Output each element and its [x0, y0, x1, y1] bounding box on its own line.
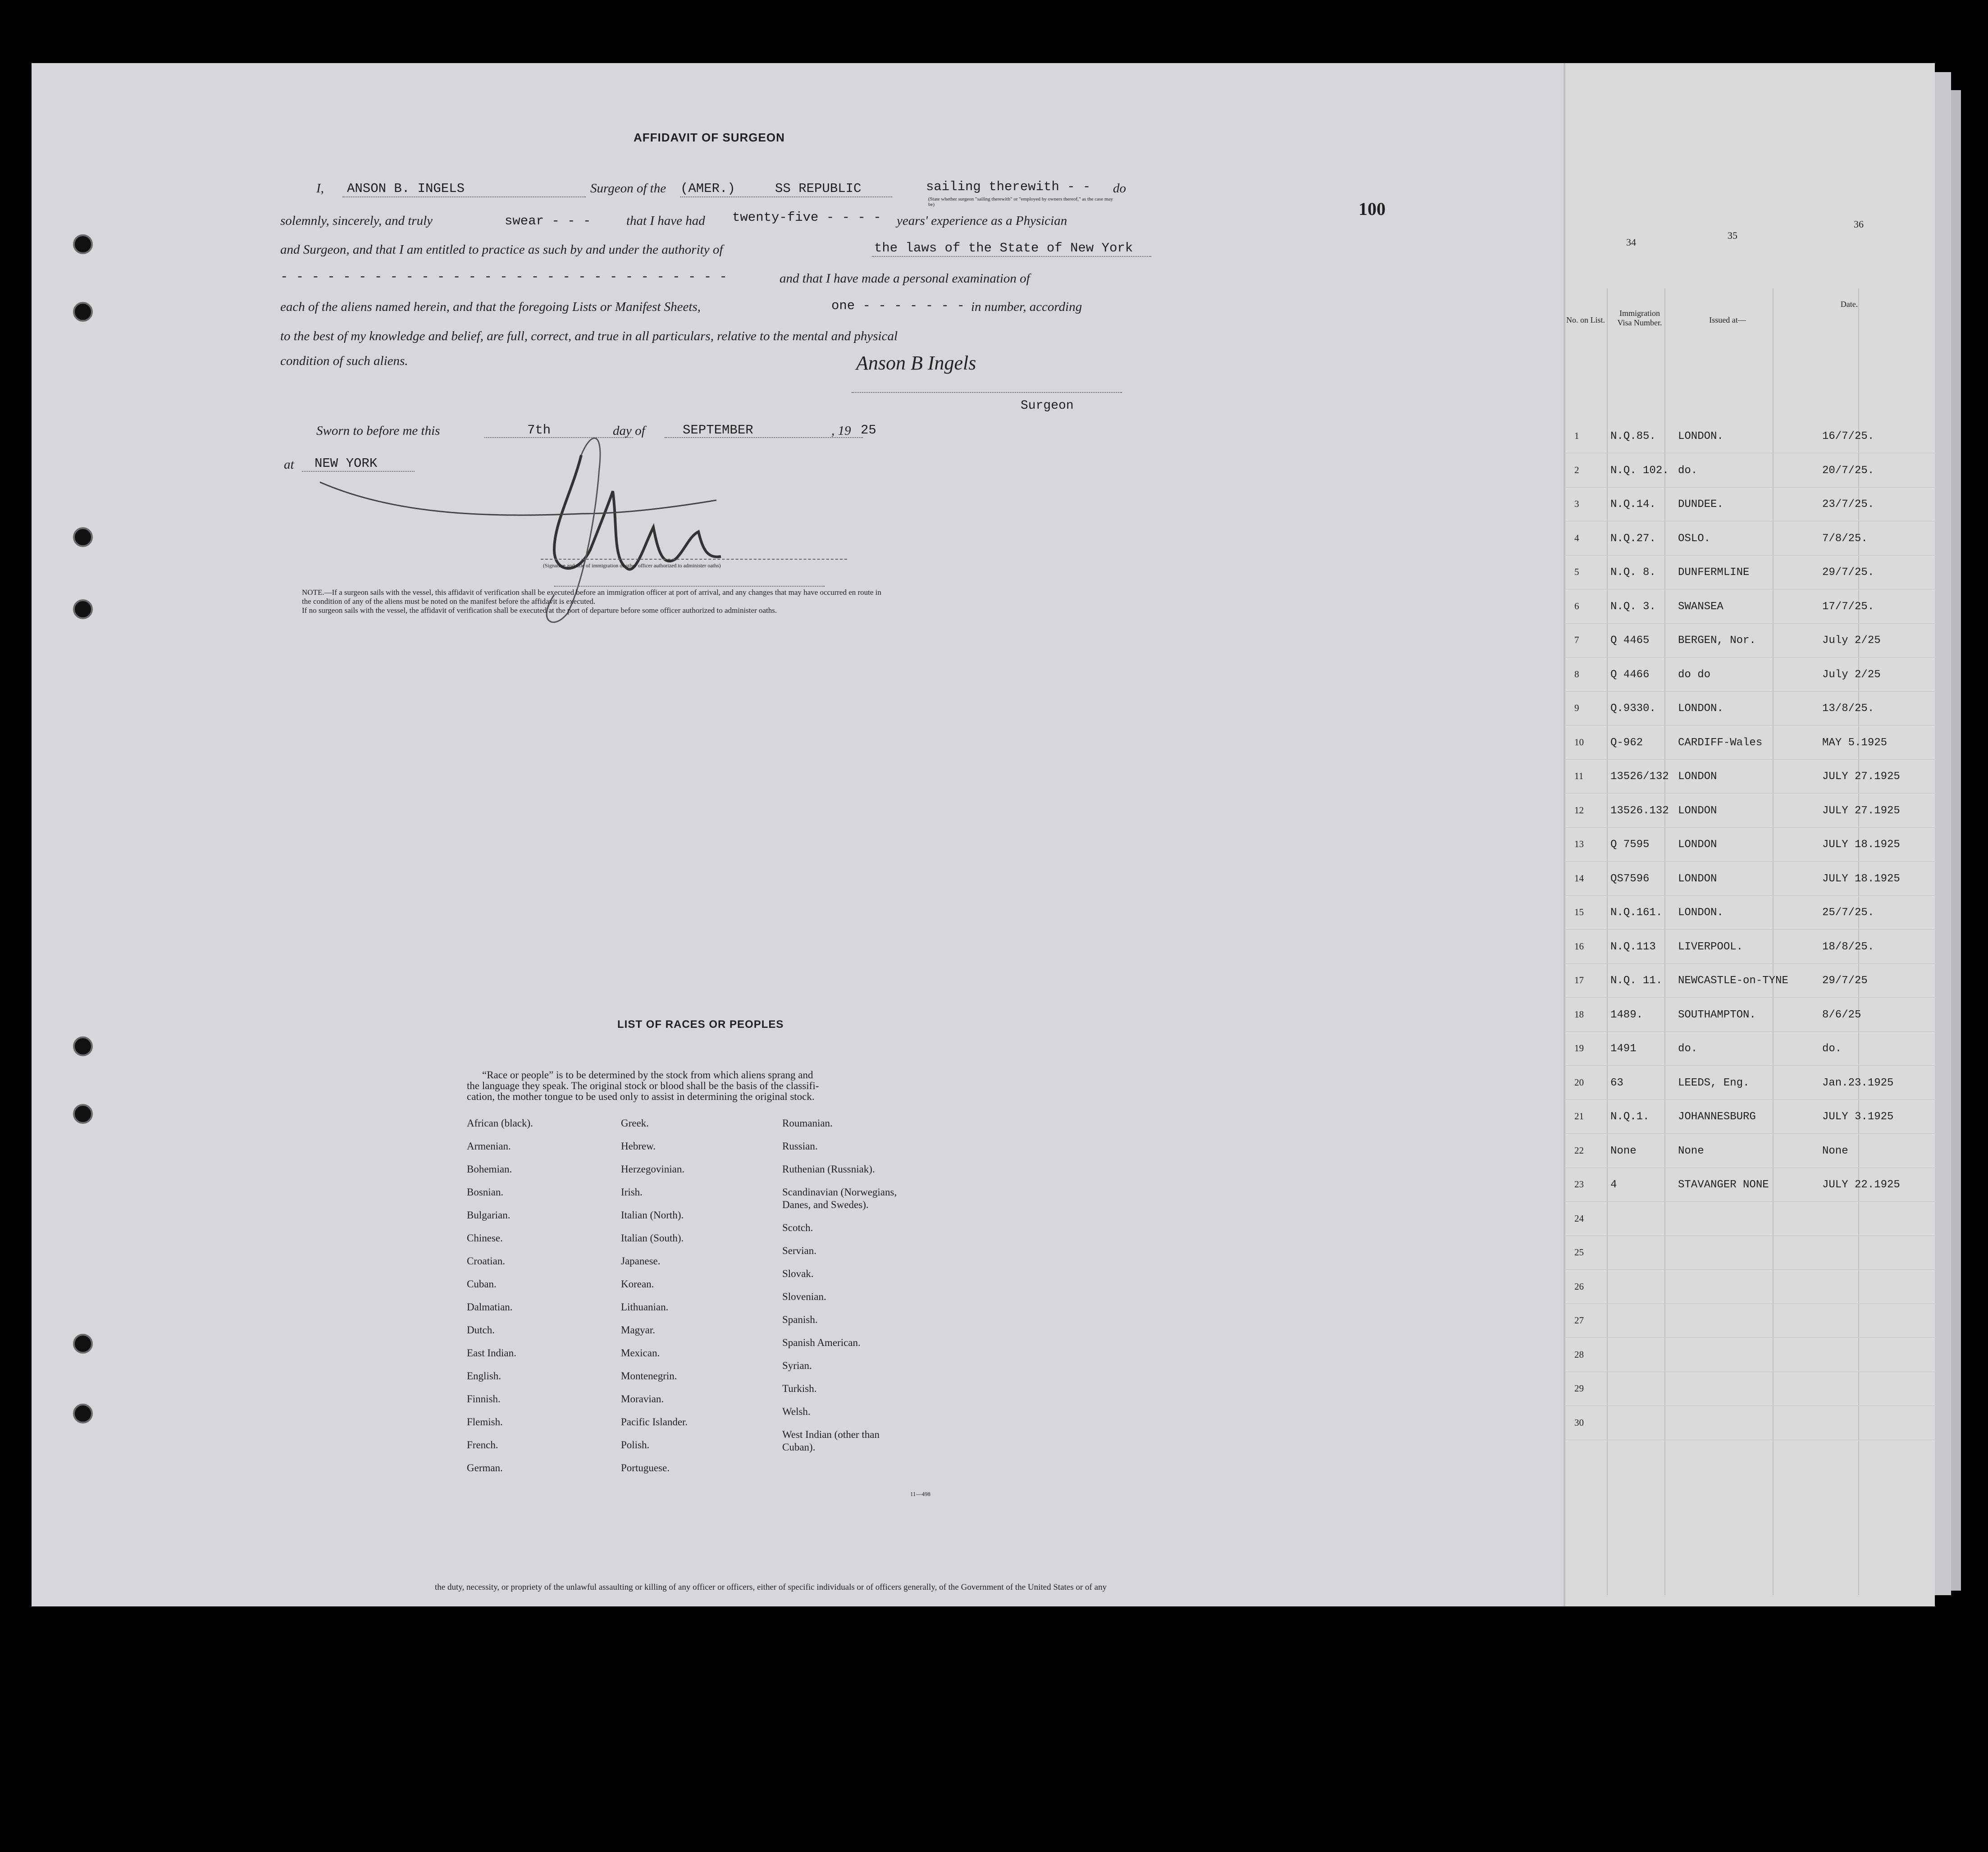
header-issued-at: Issued at—: [1709, 315, 1746, 324]
visa-number: None: [1610, 1145, 1637, 1157]
text-solemnly: solemnly, sincerely, and truly: [280, 214, 433, 228]
manifest-row-number: 5: [1574, 566, 1579, 577]
manifest-row-number: 2: [1574, 464, 1579, 475]
issued-place: SWANSEA: [1678, 600, 1724, 613]
officer-note: (Signature and title of immigration or other officer authorized to administer oaths): [543, 562, 721, 569]
manifest-row-number: 12: [1574, 804, 1584, 816]
issue-date: JULY 27.1925: [1822, 804, 1900, 817]
manifest-row-number: 26: [1574, 1281, 1584, 1292]
issue-date: do.: [1822, 1043, 1842, 1055]
issue-date: July 2/25: [1822, 634, 1881, 647]
race-item: Turkish.: [782, 1383, 817, 1394]
race-item: Bosnian.: [467, 1186, 504, 1198]
ship-name: SS REPUBLIC: [775, 181, 862, 196]
issue-date: JULY 18.1925: [1822, 872, 1900, 885]
issue-date: 20/7/25.: [1822, 464, 1874, 477]
punch-hole: [73, 302, 93, 322]
race-item: French.: [467, 1439, 498, 1451]
race-item: Finnish.: [467, 1393, 501, 1405]
text-each: each of the aliens named herein, and that the foregoing Lists or Manifest Sheets,: [280, 300, 701, 314]
race-item: Japanese.: [621, 1255, 661, 1267]
issue-date: 29/7/25.: [1822, 566, 1874, 579]
race-item: Danes, and Swedes).: [782, 1199, 869, 1210]
issued-place: NEWCASTLE-on-TYNE: [1678, 975, 1788, 987]
issue-date: JULY 27.1925: [1822, 771, 1900, 783]
races-intro-1: “Race or people” is to be determined by the stock from which aliens sprang and: [482, 1069, 813, 1081]
race-item: East Indian.: [467, 1347, 516, 1359]
race-item: Armenian.: [467, 1140, 511, 1152]
manifest-sheet: [1564, 63, 1935, 1606]
manifest-row-number: 22: [1574, 1145, 1584, 1156]
text-year-prefix: , 19: [831, 424, 851, 438]
issued-place: BERGEN, Nor.: [1678, 634, 1756, 647]
manifest-row-number: 3: [1574, 498, 1579, 509]
sailing-status: sailing therewith - -: [926, 179, 1091, 194]
issue-date: JULY 18.1925: [1822, 839, 1900, 851]
issued-place: do do: [1678, 668, 1711, 681]
sworn-month: SEPTEMBER: [683, 423, 753, 438]
issue-date: MAY 5.1925: [1822, 736, 1888, 749]
text-at: at: [284, 457, 294, 472]
race-item: Korean.: [621, 1278, 654, 1290]
text-and-surgeon: and Surgeon, and that I am entitled to practice as such by and under the authority of: [280, 242, 723, 257]
issue-date: 25/7/25.: [1822, 907, 1874, 919]
issue-date: 29/7/25: [1822, 975, 1868, 987]
race-item: Scandinavian (Norwegians,: [782, 1186, 897, 1198]
issued-place: do.: [1678, 1043, 1698, 1055]
issued-place: OSLO.: [1678, 532, 1711, 545]
text-years: years' experience as a Physician: [897, 214, 1067, 228]
race-item: Hebrew.: [621, 1140, 656, 1152]
manifest-row-number: 4: [1574, 532, 1579, 543]
surgeon-label: Surgeon: [1021, 399, 1074, 413]
visa-number: QS7596: [1610, 872, 1650, 885]
issue-date: JULY 3.1925: [1822, 1111, 1894, 1123]
visa-number: N.Q. 102.: [1610, 464, 1669, 477]
race-item: Cuban).: [782, 1441, 816, 1453]
issued-place: LONDON: [1678, 771, 1717, 783]
issued-place: LONDON.: [1678, 430, 1724, 442]
visa-number: 13526.132: [1610, 804, 1669, 817]
visa-number: 1489.: [1610, 1008, 1643, 1021]
manifest-row-number: 10: [1574, 736, 1584, 748]
visa-number: N.Q.1.: [1610, 1111, 1650, 1123]
manifest-row-number: 17: [1574, 975, 1584, 985]
manifest-row-number: 29: [1574, 1383, 1584, 1394]
bottom-text: the duty, necessity, or propriety of the unlawful assaulting or killing of any officer or officers, either of specific individuals or of officers generally, of the Government of the United States or of any: [435, 1583, 1107, 1592]
form-code: 11—498: [910, 1491, 931, 1497]
years-experience: twenty-five - - - -: [732, 210, 881, 225]
manifest-row-number: 19: [1574, 1043, 1584, 1054]
visa-number: 4: [1610, 1179, 1617, 1191]
race-item: Scotch.: [782, 1222, 813, 1233]
text-sworn: Sworn to before me this: [316, 424, 440, 438]
race-item: Welsh.: [782, 1406, 811, 1417]
text-that-i-have-had: that I have had: [626, 214, 705, 228]
oath-word: swear - - -: [505, 214, 591, 228]
issued-place: LIVERPOOL.: [1678, 940, 1743, 953]
text-surgeon-of: Surgeon of the: [590, 181, 666, 196]
sworn-year: 25: [861, 423, 876, 438]
issued-place: CARDIFF-Wales: [1678, 736, 1763, 749]
race-item: English.: [467, 1370, 502, 1382]
race-item: Lithuanian.: [621, 1301, 669, 1313]
race-item: Montenegrin.: [621, 1370, 677, 1382]
races-intro-2: the language they speak. The original stock or blood shall be the basis of the classifi-: [467, 1080, 819, 1091]
issue-date: 13/8/25.: [1822, 702, 1874, 715]
race-item: Pacific Islander.: [621, 1416, 688, 1428]
punch-hole: [73, 1104, 93, 1124]
issued-place: DUNDEE.: [1678, 498, 1724, 511]
manifest-row-number: 20: [1574, 1077, 1584, 1088]
column-number: 36: [1854, 219, 1864, 230]
race-item: Polish.: [621, 1439, 650, 1451]
race-item: Bulgarian.: [467, 1209, 511, 1221]
text-i: I,: [316, 181, 324, 196]
issue-date: Jan.23.1925: [1822, 1077, 1894, 1089]
race-item: African (black).: [467, 1118, 533, 1129]
race-item: Slovenian.: [782, 1291, 826, 1302]
issue-date: None: [1822, 1145, 1848, 1157]
issued-place: do.: [1678, 464, 1698, 477]
visa-number: Q.9330.: [1610, 702, 1656, 715]
races-title: LIST OF RACES OR PEOPLES: [617, 1018, 784, 1031]
sheets-count: one - - - - - - -: [831, 298, 965, 313]
issued-place: LONDON: [1678, 839, 1717, 851]
punch-hole: [73, 1036, 93, 1056]
punch-hole: [73, 599, 93, 619]
race-item: Irish.: [621, 1186, 643, 1198]
manifest-row-number: 14: [1574, 872, 1584, 884]
visa-number: Q 4466: [1610, 668, 1650, 681]
race-item: Chinese.: [467, 1232, 503, 1244]
text-in-number: in number, according: [971, 300, 1082, 314]
manifest-row-number: 30: [1574, 1417, 1584, 1428]
manifest-row-number: 1: [1574, 430, 1579, 441]
visa-number: 13526/132: [1610, 771, 1669, 783]
races-intro-3: cation, the mother tongue to be used only to assist in determining the original stock.: [467, 1091, 815, 1102]
visa-number: Q-962: [1610, 736, 1643, 749]
issued-place: LEEDS, Eng.: [1678, 1077, 1750, 1089]
visa-number: Q 4465: [1610, 634, 1650, 647]
race-item: Italian (South).: [621, 1232, 684, 1244]
manifest-row-number: 24: [1574, 1213, 1584, 1224]
visa-number: N.Q.161.: [1610, 907, 1663, 919]
race-item: Moravian.: [621, 1393, 664, 1405]
manifest-row-number: 16: [1574, 940, 1584, 952]
manifest-row-number: 11: [1574, 771, 1584, 781]
manifest-row-number: 25: [1574, 1247, 1584, 1258]
race-item: Cuban.: [467, 1278, 497, 1290]
surgeon-signature: Anson B Ingels: [856, 352, 976, 374]
visa-number: 63: [1610, 1077, 1623, 1089]
race-item: Servian.: [782, 1245, 817, 1256]
text-and-that: and that I have made a personal examination of: [780, 271, 1030, 286]
manifest-row-number: 7: [1574, 634, 1579, 645]
column-number: 34: [1626, 237, 1636, 248]
sworn-place: NEW YORK: [315, 456, 378, 471]
race-item: Bohemian.: [467, 1163, 512, 1175]
issue-date: 17/7/25.: [1822, 600, 1874, 613]
race-item: Roumanian.: [782, 1118, 833, 1129]
note-line-2: the condition of any of the aliens must be noted on the manifest before the affidavit is executed.: [302, 597, 596, 606]
affidavit-sheet: [32, 63, 1568, 1606]
race-item: West Indian (other than: [782, 1429, 880, 1440]
race-item: Spanish.: [782, 1314, 818, 1325]
manifest-row-number: 15: [1574, 907, 1584, 917]
sworn-day: 7th: [527, 423, 551, 438]
race-item: Portuguese.: [621, 1462, 670, 1473]
affidavit-title: AFFIDAVIT OF SURGEON: [634, 131, 785, 144]
note-line-3: If no surgeon sails with the vessel, the affidavit of verification shall be executed at the port of departure before some officer authorized to administer oaths.: [302, 606, 777, 615]
race-item: Syrian.: [782, 1360, 812, 1371]
punch-hole: [73, 527, 93, 547]
manifest-row-number: 18: [1574, 1008, 1584, 1020]
race-item: Mexican.: [621, 1347, 660, 1359]
issued-place: LONDON.: [1678, 702, 1724, 715]
punch-hole: [73, 1334, 93, 1354]
visa-number: N.Q. 11.: [1610, 975, 1663, 987]
page-number: 100: [1359, 199, 1386, 219]
race-item: Italian (North).: [621, 1209, 684, 1221]
visa-number: N.Q. 8.: [1610, 566, 1656, 579]
issue-date: July 2/25: [1822, 668, 1881, 681]
issued-place: LONDON: [1678, 804, 1717, 817]
race-item: Slovak.: [782, 1268, 814, 1279]
race-item: Dutch.: [467, 1324, 495, 1336]
text-best: to the best of my knowledge and belief, are full, correct, and true in all particulars, relative to the mental and physical: [280, 329, 898, 343]
race-item: Spanish American.: [782, 1337, 861, 1348]
surgeon-name: ANSON B. INGELS: [347, 181, 465, 196]
issued-place: DUNFERMLINE: [1678, 566, 1750, 579]
issue-date: 16/7/25.: [1822, 430, 1874, 442]
issue-date: 23/7/25.: [1822, 498, 1874, 511]
race-item: Greek.: [621, 1118, 649, 1129]
text-day-of: day of: [613, 424, 645, 438]
punch-hole: [73, 1404, 93, 1423]
issued-place: LONDON.: [1678, 907, 1724, 919]
race-item: Croatian.: [467, 1255, 505, 1267]
authority: the laws of the State of New York: [874, 241, 1133, 255]
visa-number: N.Q.113: [1610, 940, 1656, 953]
manifest-row-number: 13: [1574, 839, 1584, 849]
issued-place: JOHANNESBURG: [1678, 1111, 1756, 1123]
race-item: Magyar.: [621, 1324, 656, 1336]
race-item: Flemish.: [467, 1416, 503, 1428]
text-do: do: [1113, 181, 1126, 196]
manifest-row-number: 6: [1574, 600, 1579, 611]
issued-place: LONDON: [1678, 872, 1717, 885]
manifest-row-number: 9: [1574, 702, 1579, 713]
manifest-row-number: 8: [1574, 668, 1579, 680]
header-visa-number: Immigration Visa Number.: [1617, 309, 1662, 327]
visa-number: N.Q. 3.: [1610, 600, 1656, 613]
manifest-row-number: 21: [1574, 1111, 1584, 1122]
manifest-row-number: 27: [1574, 1315, 1584, 1326]
text-condition: condition of such aliens.: [280, 354, 408, 368]
race-item: Ruthenian (Russniak).: [782, 1163, 875, 1175]
issue-date: 8/6/25: [1822, 1008, 1861, 1021]
manifest-row-number: 23: [1574, 1179, 1584, 1190]
header-date: Date.: [1840, 300, 1858, 309]
issue-date: 7/8/25.: [1822, 532, 1868, 545]
race-item: Russian.: [782, 1140, 818, 1152]
visa-number: 1491: [1610, 1043, 1637, 1055]
manifest-row-number: 28: [1574, 1349, 1584, 1360]
visa-number: Q 7595: [1610, 839, 1650, 851]
sailing-note: (State whether surgeon "sailing therewith" or "employed by owners thereof," as the case may be): [928, 196, 1113, 207]
issue-date: JULY 22.1925: [1822, 1179, 1900, 1191]
issued-place: None: [1678, 1145, 1704, 1157]
issue-date: 18/8/25.: [1822, 940, 1874, 953]
issued-place: SOUTHAMPTON.: [1678, 1008, 1756, 1021]
dashes-line: - - - - - - - - - - - - - - - - - - - - - - - - - - - - -: [280, 269, 727, 284]
race-item: German.: [467, 1462, 503, 1473]
visa-number: N.Q.14.: [1610, 498, 1656, 511]
visa-number: N.Q.85.: [1610, 430, 1656, 442]
punch-hole: [73, 234, 93, 254]
note-line-1: NOTE.—If a surgeon sails with the vessel, this affidavit of verification shall be executed before an immigration officer at port of arrival, and any changes that may have occurred en route in: [302, 588, 881, 597]
column-number: 35: [1728, 230, 1737, 241]
header-no-on-list: No. on List.: [1566, 315, 1605, 324]
visa-number: N.Q.27.: [1610, 532, 1656, 545]
race-item: Dalmatian.: [467, 1301, 513, 1313]
issued-place: STAVANGER NONE: [1678, 1179, 1769, 1191]
race-item: Herzegovinian.: [621, 1163, 685, 1175]
nationality: (AMER.): [680, 181, 735, 196]
